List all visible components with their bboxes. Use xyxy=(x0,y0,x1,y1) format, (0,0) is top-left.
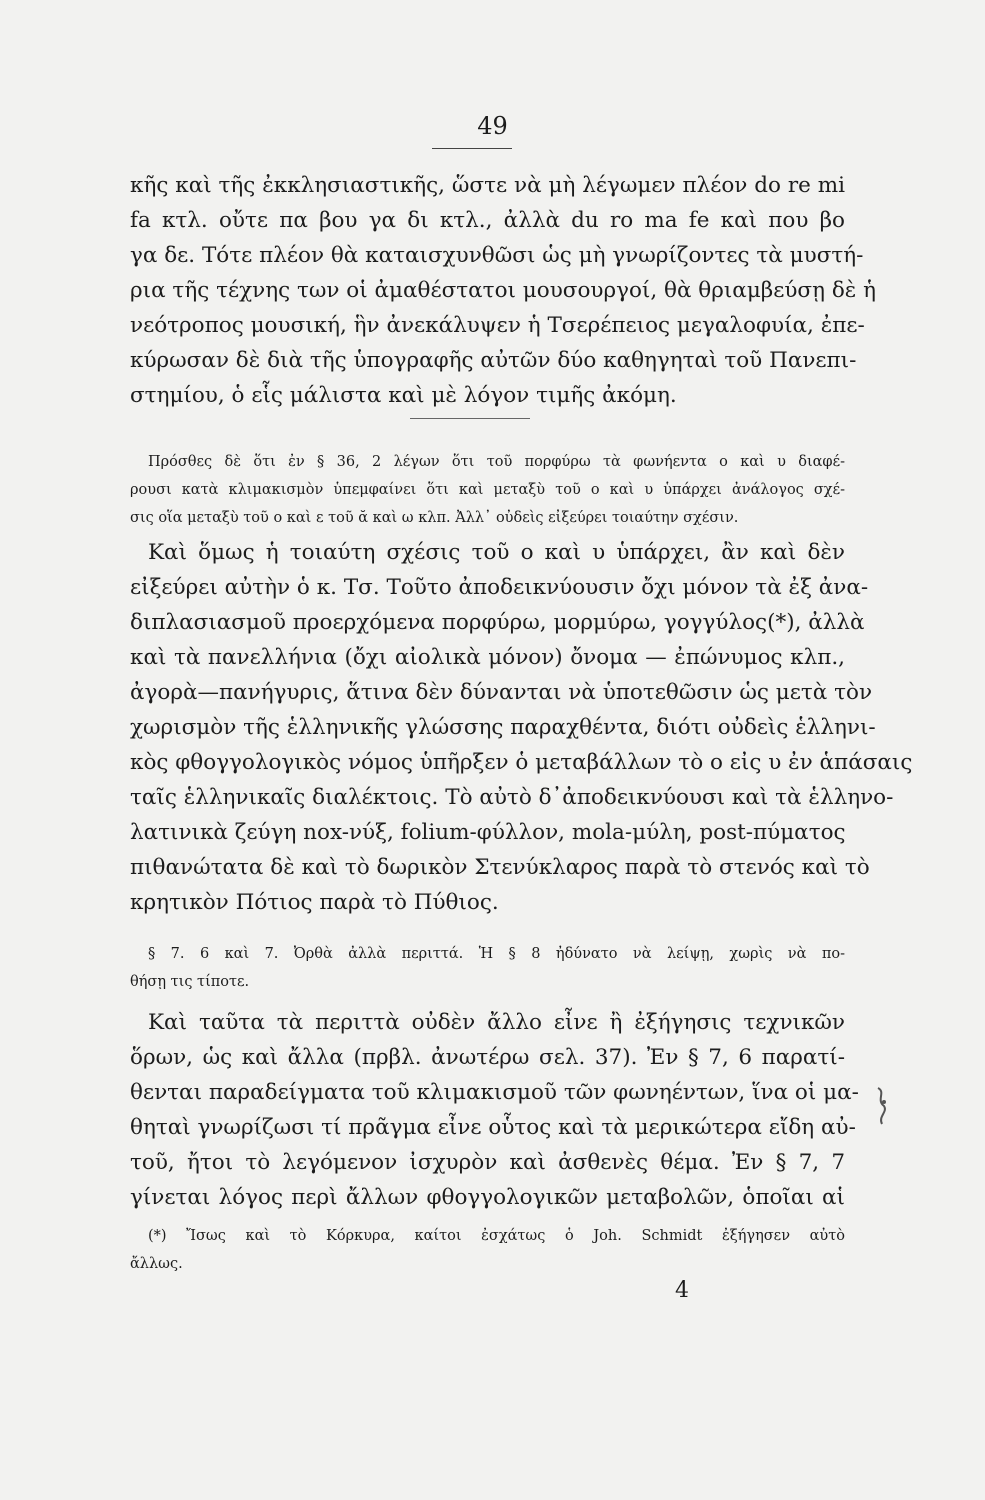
text-line: διπλασιασμοῦ προερχόμενα πορφύρω, μορμύρω, γογγύλος(*), ἀλλὰ xyxy=(130,610,865,635)
text-line: ἄλλως. xyxy=(130,1256,183,1272)
text-line: στημίου, ὁ εἷς μάλιστα καὶ μὲ λόγον τιμῆς ἀκόμη. xyxy=(130,383,677,408)
page-number-rule xyxy=(432,148,512,149)
ink-smudge-icon xyxy=(872,1086,892,1126)
text-line: κῆς καὶ τῆς ἐκκλησιαστικῆς, ὥστε νὰ μὴ λέγωμεν πλέον do re mi xyxy=(130,173,845,198)
text-line: πιθανώτατα δὲ καὶ τὸ δωρικὸν Στενύκλαρος παρὰ τὸ στενός καὶ τὸ xyxy=(130,855,870,880)
text-line: Καὶ ὅμως ἡ τοιαύτη σχέσις τοῦ ο καὶ υ ὑπάρχει, ἂν καὶ δὲν xyxy=(148,540,845,565)
paragraph-1 xyxy=(130,168,877,413)
text-line: ρουσι κατὰ κλιμακισμὸν ὑπεμφαίνει ὅτι καὶ μεταξὺ τοῦ ο καὶ υ ὑπάρχει ἀνάλογος σχέ- xyxy=(130,482,845,498)
text-line: ὅρων, ὡς καὶ ἄλλα (πρβλ. ἀνωτέρω σελ. 37). Ἐν § 7, 6 παρατί- xyxy=(130,1045,845,1070)
paragraph-2 xyxy=(130,535,913,920)
text-line: ταῖς ἑλληνικαῖς διαλέκτοις. Τὸ αὐτὸ δ᾽ἀποδεικνύουσι καὶ τὰ ἑλληνο- xyxy=(130,785,894,810)
signature-mark: 4 xyxy=(675,1278,689,1303)
text-line: κρητικὸν Πότιος παρὰ τὸ Πύθιος. xyxy=(130,890,499,915)
text-line: (*) Ἴσως καὶ τὸ Κόρκυρα, καίτοι ἐσχάτως ὁ Joh. Schmidt ἐξήγησεν αὐτὸ xyxy=(148,1228,845,1244)
paragraph-3 xyxy=(130,1005,859,1215)
text-line: εἰξεύρει αὐτὴν ὁ κ. Τσ. Τοῦτο ἀποδεικνύουσιν ὄχι μόνον τὰ ἐξ ἀνα- xyxy=(130,575,869,600)
text-line: κὸς φθογγολογικὸς νόμος ὑπῆρξεν ὁ μεταβάλλων τὸ ο εἰς υ ἐν ἁπάσαις xyxy=(130,750,913,775)
footnote xyxy=(130,1222,845,1278)
text-line: ρια τῆς τέχνης των οἱ ἀμαθέστατοι μουσουργοί, θὰ θριαμβεύσῃ δὲ ἡ xyxy=(130,278,877,303)
text-line: τοῦ, ἤτοι τὸ λεγόμενον ἰσχυρὸν καὶ ἀσθενὲς θέμα. Ἐν § 7, 7 xyxy=(130,1150,845,1175)
text-line: χωρισμὸν τῆς ἑλληνικῆς γλώσσης παραχθέντα, διότι οὐδεὶς ἑλληνι- xyxy=(130,715,876,740)
quoted-passage-1 xyxy=(130,448,845,532)
text-line: γα δε. Τότε πλέον θὰ καταισχυνθῶσι ὡς μὴ γνωρίζοντες τὰ μυστή- xyxy=(130,243,864,268)
text-line: ἀγορὰ—πανήγυρις, ἅτινα δὲν δύνανται νὰ ὑποτεθῶσιν ὡς μετὰ τὸν xyxy=(130,680,873,705)
quoted-passage-2 xyxy=(130,940,845,996)
page-number: 49 xyxy=(477,112,508,140)
text-line: θενται παραδείγματα τοῦ κλιμακισμοῦ τῶν φωνηέντων, ἵνα οἱ μα- xyxy=(130,1080,859,1105)
text-line: Πρόσθες δὲ ὅτι ἐν § 36, 2 λέγων ὅτι τοῦ πορφύρω τὰ φωνήεντα ο καὶ υ διαφέ- xyxy=(148,454,845,470)
section-divider xyxy=(410,418,530,419)
text-line: fa κτλ. οὔτε πα βου γα δι κτλ., ἀλλὰ du ro ma fe καὶ που βο xyxy=(130,208,845,233)
text-line: καὶ τὰ πανελλήνια (ὄχι αἰολικὰ μόνον) ὄνομα — ἐπώνυμος κλπ., xyxy=(130,645,845,670)
text-line: λατινικὰ ζεύγη nox-νύξ, folium-φύλλον, mola-μύλη, post-πύματος xyxy=(130,820,846,845)
text-line: νεότροπος μουσική, ἣν ἀνεκάλυψεν ἡ Τσερέπειος μεγαλοφυία, ἐπε- xyxy=(130,313,865,338)
text-line: Καὶ ταῦτα τὰ περιττὰ οὐδὲν ἄλλο εἶνε ἢ ἐξήγησις τεχνικῶν xyxy=(148,1010,845,1035)
text-line: § 7. 6 καὶ 7. Ὀρθὰ ἀλλὰ περιττά. Ἡ § 8 ἠδύνατο νὰ λείψῃ, χωρὶς νὰ πο- xyxy=(148,946,845,962)
text-line: κύρωσαν δὲ διὰ τῆς ὑπογραφῆς αὐτῶν δύο καθηγηταὶ τοῦ Πανεπι- xyxy=(130,348,857,373)
text-line: θηταὶ γνωρίζωσι τί πρᾶγμα εἶνε οὗτος καὶ τὰ μερικώτερα εἴδη αὐ- xyxy=(130,1115,856,1140)
text-line: σις οἵα μεταξὺ τοῦ ο καὶ ε τοῦ ᾰ καὶ ω κλπ. Ἀλλ᾽ οὐδεὶς εἰξεύρει τοιαύτην σχέσιν. xyxy=(130,510,739,526)
text-line: θήσῃ τις τίποτε. xyxy=(130,974,250,990)
text-line: γίνεται λόγος περὶ ἄλλων φθογγολογικῶν μεταβολῶν, ὁποῖαι αἱ xyxy=(130,1185,845,1210)
